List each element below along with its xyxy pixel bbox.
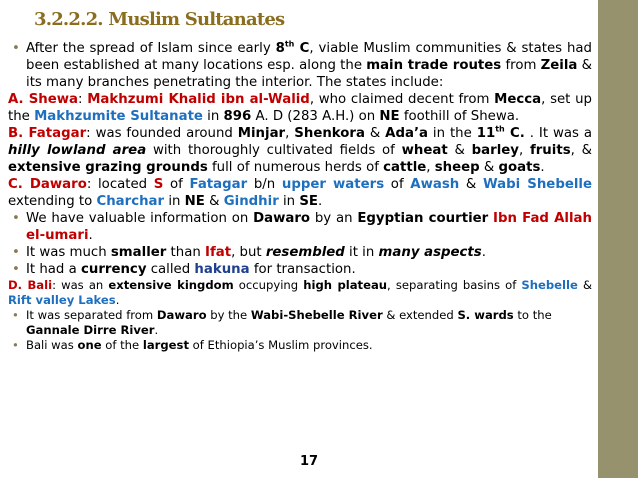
dawaro-bullet-2: • It was much smaller than Ifat, but resembled it in many aspects. [8,244,592,261]
dawaro-bullet-1: • We have valuable information on Dawaro by an Egyptian courtier Ibn Fad Allah el-umari. [8,210,592,244]
bali-bullet-2: • Bali was one of the largest of Ethiopia’s Muslim provinces. [8,338,592,353]
bali-bullet-1: • It was separated from Dawaro by the Wabi-Shebelle River & extended S. wards to the Gannale Dirre River. [8,308,592,338]
section-a-shewa: A. Shewa: Makhzumi Khalid ibn al-Walid, who claimed decent from Mecca, set up the Makhzumite Sultanate in 896 A. D (283 A.H.) on NE foothill of Shewa. [8,92,592,124]
slide-title: 3.2.2.2. Muslim Sultanates [34,9,285,30]
slide-content [8,40,592,353]
page-number: 17 [299,454,319,469]
section-d-bali: D. Bali: was an extensive kingdom occupying high plateau, separating basins of Shebelle & Rift valley Lakes. [8,278,592,307]
section-c-dawaro: C. Dawaro: located S of Fatagar b/n upper waters of Awash & Wabi Shebelle extending to Charchar in NE & Gindhir in SE. [8,177,592,209]
section-b-fatagar: B. Fatagar: was founded around Minjar, Shenkora & Ada’a in the 11th C. . It was a hilly lowland area with thoroughly cultivated fields of wheat & barley, fruits, & extensive grazing grounds full of numerous herds of cattle, sheep & goats. [8,124,593,175]
slide [8,8,592,472]
intro-bullet: • After the spread of Islam since early 8th C, viable Muslim communities & states had been established at many locations esp. along the main trade routes from Zeila & its many branches penetrating the interior. The states include: [8,40,592,91]
dawaro-bullet-3: • It had a currency called hakuna for transaction. [8,261,592,278]
decorative-side-bar [598,0,638,478]
